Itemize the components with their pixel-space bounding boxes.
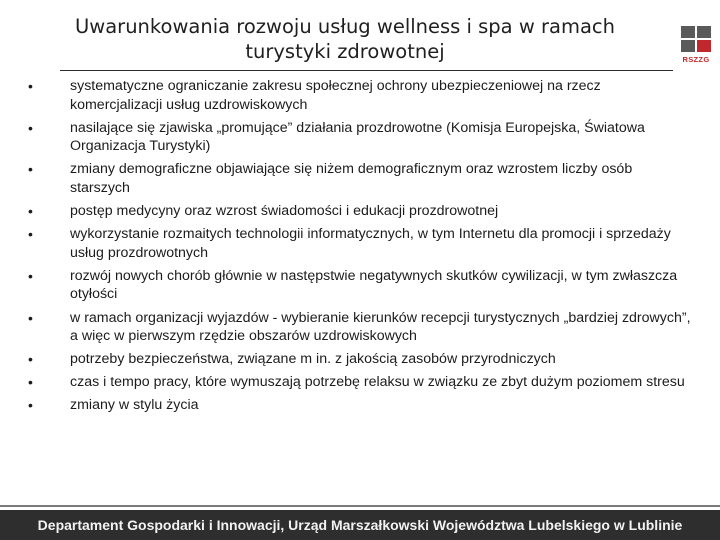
footer-divider	[0, 505, 720, 507]
bullet-icon: •	[28, 267, 33, 284]
list-item-text: zmiany w stylu życia	[70, 397, 199, 414]
footer-text: Departament Gospodarki i Innowacji, Urząd Marszałkowski Województwa Lubelskiego w Lublinie	[37, 517, 683, 533]
list-item	[22, 202, 692, 221]
rszzg-logo	[679, 26, 713, 68]
logo-text: RSZZG	[682, 55, 710, 64]
bullet-icon: •	[28, 203, 33, 220]
list-item-text: w ramach organizacji wyjazdów - wybieranie kierunków recepcji turystycznych „bardziej zdrowych”, a więc w pierwszym rzędzie obszarów uzdrowiskowych	[70, 309, 691, 345]
list-item	[22, 373, 692, 392]
title-divider	[60, 70, 673, 71]
bullet-icon: •	[28, 78, 33, 94]
bullet-icon: •	[28, 397, 33, 414]
logo-squares-icon	[681, 26, 711, 52]
list-item	[22, 77, 692, 114]
bullet-icon: •	[28, 226, 33, 243]
list-item	[22, 350, 692, 369]
slide-title: Uwarunkowania rozwoju usług wellness i spa w ramach turystyki zdrowotnej	[75, 15, 615, 63]
bullet-list	[22, 77, 692, 420]
list-item-text: potrzeby bezpieczeństwa, związane m in. z jakością zasobów przyrodniczych	[70, 351, 556, 368]
list-item	[22, 267, 692, 304]
list-item	[22, 160, 692, 197]
list-item-text: zmiany demograficzne objawiające się niżem demograficznym oraz wzrostem liczby osób starszych	[70, 161, 633, 196]
list-item-text: czas i tempo pracy, które wymuszają potrzebę relaksu w związku ze zbyt dużym poziomem stresu	[70, 374, 685, 391]
bullet-icon: •	[28, 119, 33, 136]
footer-bar	[0, 510, 720, 540]
list-item-text: rozwój nowych chorób głównie w następstwie negatywnych skutków cywilizacji, w tym zwłaszcza otyłości	[70, 267, 678, 303]
bullet-icon: •	[28, 161, 33, 178]
bullet-icon: •	[28, 351, 33, 368]
list-item	[22, 396, 692, 415]
bullet-icon: •	[28, 374, 33, 391]
list-item-text: wykorzystanie rozmaitych technologii informatycznych, w tym Internetu dla promocji i sprzedaży usług prozdrowotnych	[70, 226, 671, 261]
list-item	[22, 225, 692, 262]
list-item	[22, 119, 692, 156]
bullet-icon: •	[28, 309, 33, 326]
list-item-text: systematyczne ograniczanie zakresu społecznej ochrony ubezpieczeniowej na rzecz komercjalizacji usług uzdrowiskowych	[70, 78, 601, 113]
list-item-text: postęp medycyny oraz wzrost świadomości i edukacji prozdrowotnej	[70, 203, 499, 220]
list-item-text: nasilające się zjawiska „promujące” działania prozdrowotne (Komisja Europejska, Światowa Organizacja Turystyki)	[70, 119, 645, 155]
list-item	[22, 309, 692, 346]
